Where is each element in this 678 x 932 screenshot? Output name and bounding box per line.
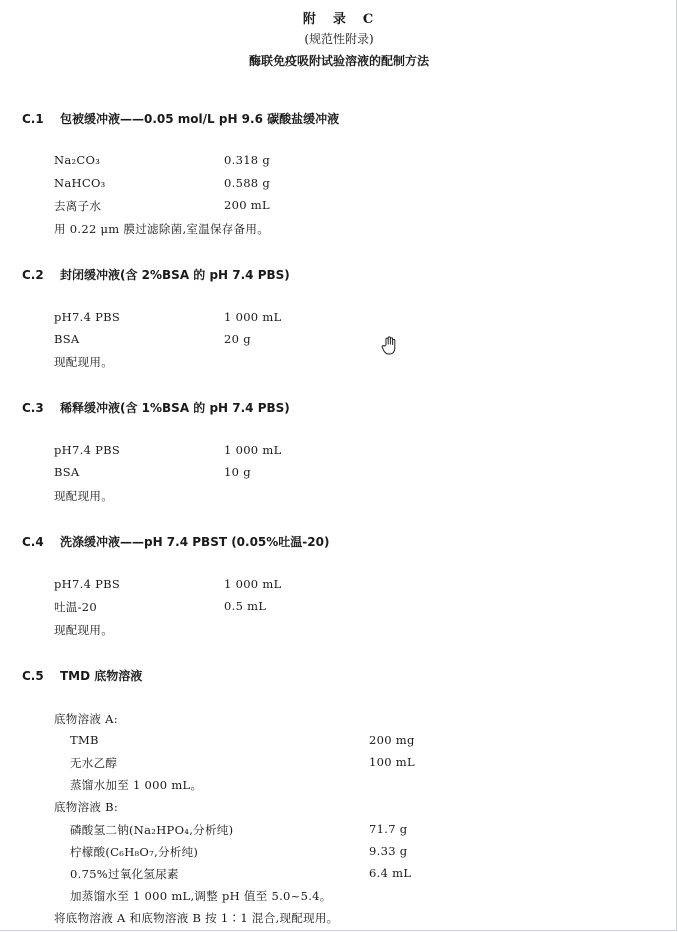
- section-note: 现配现用。: [54, 623, 113, 637]
- reagent-amount: 100 mL: [369, 755, 415, 769]
- section-c2-heading: [22, 266, 290, 283]
- reagent-amount: 0.318 g: [224, 153, 271, 167]
- section-c5-heading: [22, 667, 142, 684]
- reagent-name: pH7.4 PBS: [54, 577, 121, 591]
- reagent-name: BSA: [54, 465, 80, 479]
- reagent-name: TMB: [70, 733, 99, 747]
- reagent-amount: 200 mL: [224, 198, 270, 212]
- reagent-name: 无水乙醇: [70, 756, 118, 770]
- normative-label: (规范性附录): [304, 32, 374, 46]
- hand-cursor-icon[interactable]: [381, 336, 399, 356]
- reagent-amount: 10 g: [224, 465, 251, 479]
- section-title: 包被缓冲液——0.05 mol/L pH 9.6 碳酸盐缓冲液: [60, 112, 340, 126]
- reagent-amount: 1 000 mL: [224, 577, 282, 591]
- reagent-amount: 1 000 mL: [224, 310, 282, 324]
- reagent-amount: 200 mg: [369, 733, 415, 747]
- solution-b-note: 加蒸馏水至 1 000 mL,调整 pH 值至 5.0~5.4。: [70, 889, 332, 903]
- solution-a-label: 底物溶液 A:: [54, 712, 118, 726]
- reagent-name: 吐温-20: [54, 600, 98, 614]
- reagent-name: 0.75%过氧化氢尿素: [70, 867, 179, 881]
- appendix-label: 附 录 C: [302, 12, 376, 27]
- section-note: 现配现用。: [54, 489, 113, 503]
- reagent-amount: 20 g: [224, 332, 251, 346]
- reagent-amount: 0.5 mL: [224, 599, 267, 613]
- section-number: C.3: [22, 401, 44, 415]
- section-title: TMD 底物溶液: [60, 669, 143, 683]
- section-c1-heading: [22, 110, 339, 127]
- page-title: 酶联免疫吸附试验溶液的配制方法: [248, 54, 429, 68]
- reagent-name: 柠檬酸(C₆H₈O₇,分析纯): [70, 845, 199, 859]
- solution-b-label: 底物溶液 B:: [54, 800, 119, 814]
- section-note: 现配现用。: [54, 355, 113, 369]
- section-title: 稀释缓冲液(含 1%BSA 的 pH 7.4 PBS): [60, 401, 290, 415]
- reagent-amount: 9.33 g: [369, 844, 408, 858]
- reagent-name: NaHCO₃: [54, 176, 106, 190]
- section-number: C.2: [22, 268, 44, 282]
- final-mixing-note: 将底物溶液 A 和底物溶液 B 按 1∶1 混合,现配现用。: [54, 911, 339, 925]
- solution-a-note: 蒸馏水加至 1 000 mL。: [70, 778, 203, 792]
- reagent-name: Na₂CO₃: [54, 153, 101, 167]
- section-title: 封闭缓冲液(含 2%BSA 的 pH 7.4 PBS): [60, 268, 290, 282]
- reagent-amount: 6.4 mL: [369, 866, 412, 880]
- reagent-name: pH7.4 PBS: [54, 310, 121, 324]
- section-number: C.5: [22, 669, 44, 683]
- reagent-amount: 1 000 mL: [224, 443, 282, 457]
- reagent-name: 去离子水: [54, 199, 102, 213]
- section-note: 用 0.22 μm 膜过滤除菌,室温保存备用。: [54, 222, 270, 236]
- reagent-name: pH7.4 PBS: [54, 443, 121, 457]
- reagent-name: BSA: [54, 332, 80, 346]
- section-c4-heading: [22, 533, 329, 550]
- reagent-amount: 71.7 g: [369, 822, 408, 836]
- reagent-name: 磷酸氢二钠(Na₂HPO₄,分析纯): [70, 823, 234, 837]
- section-number: C.4: [22, 535, 44, 549]
- section-title: 洗涤缓冲液——pH 7.4 PBST (0.05%吐温-20): [60, 535, 330, 549]
- reagent-amount: 0.588 g: [224, 176, 271, 190]
- section-number: C.1: [22, 112, 44, 126]
- section-c3-heading: [22, 399, 290, 416]
